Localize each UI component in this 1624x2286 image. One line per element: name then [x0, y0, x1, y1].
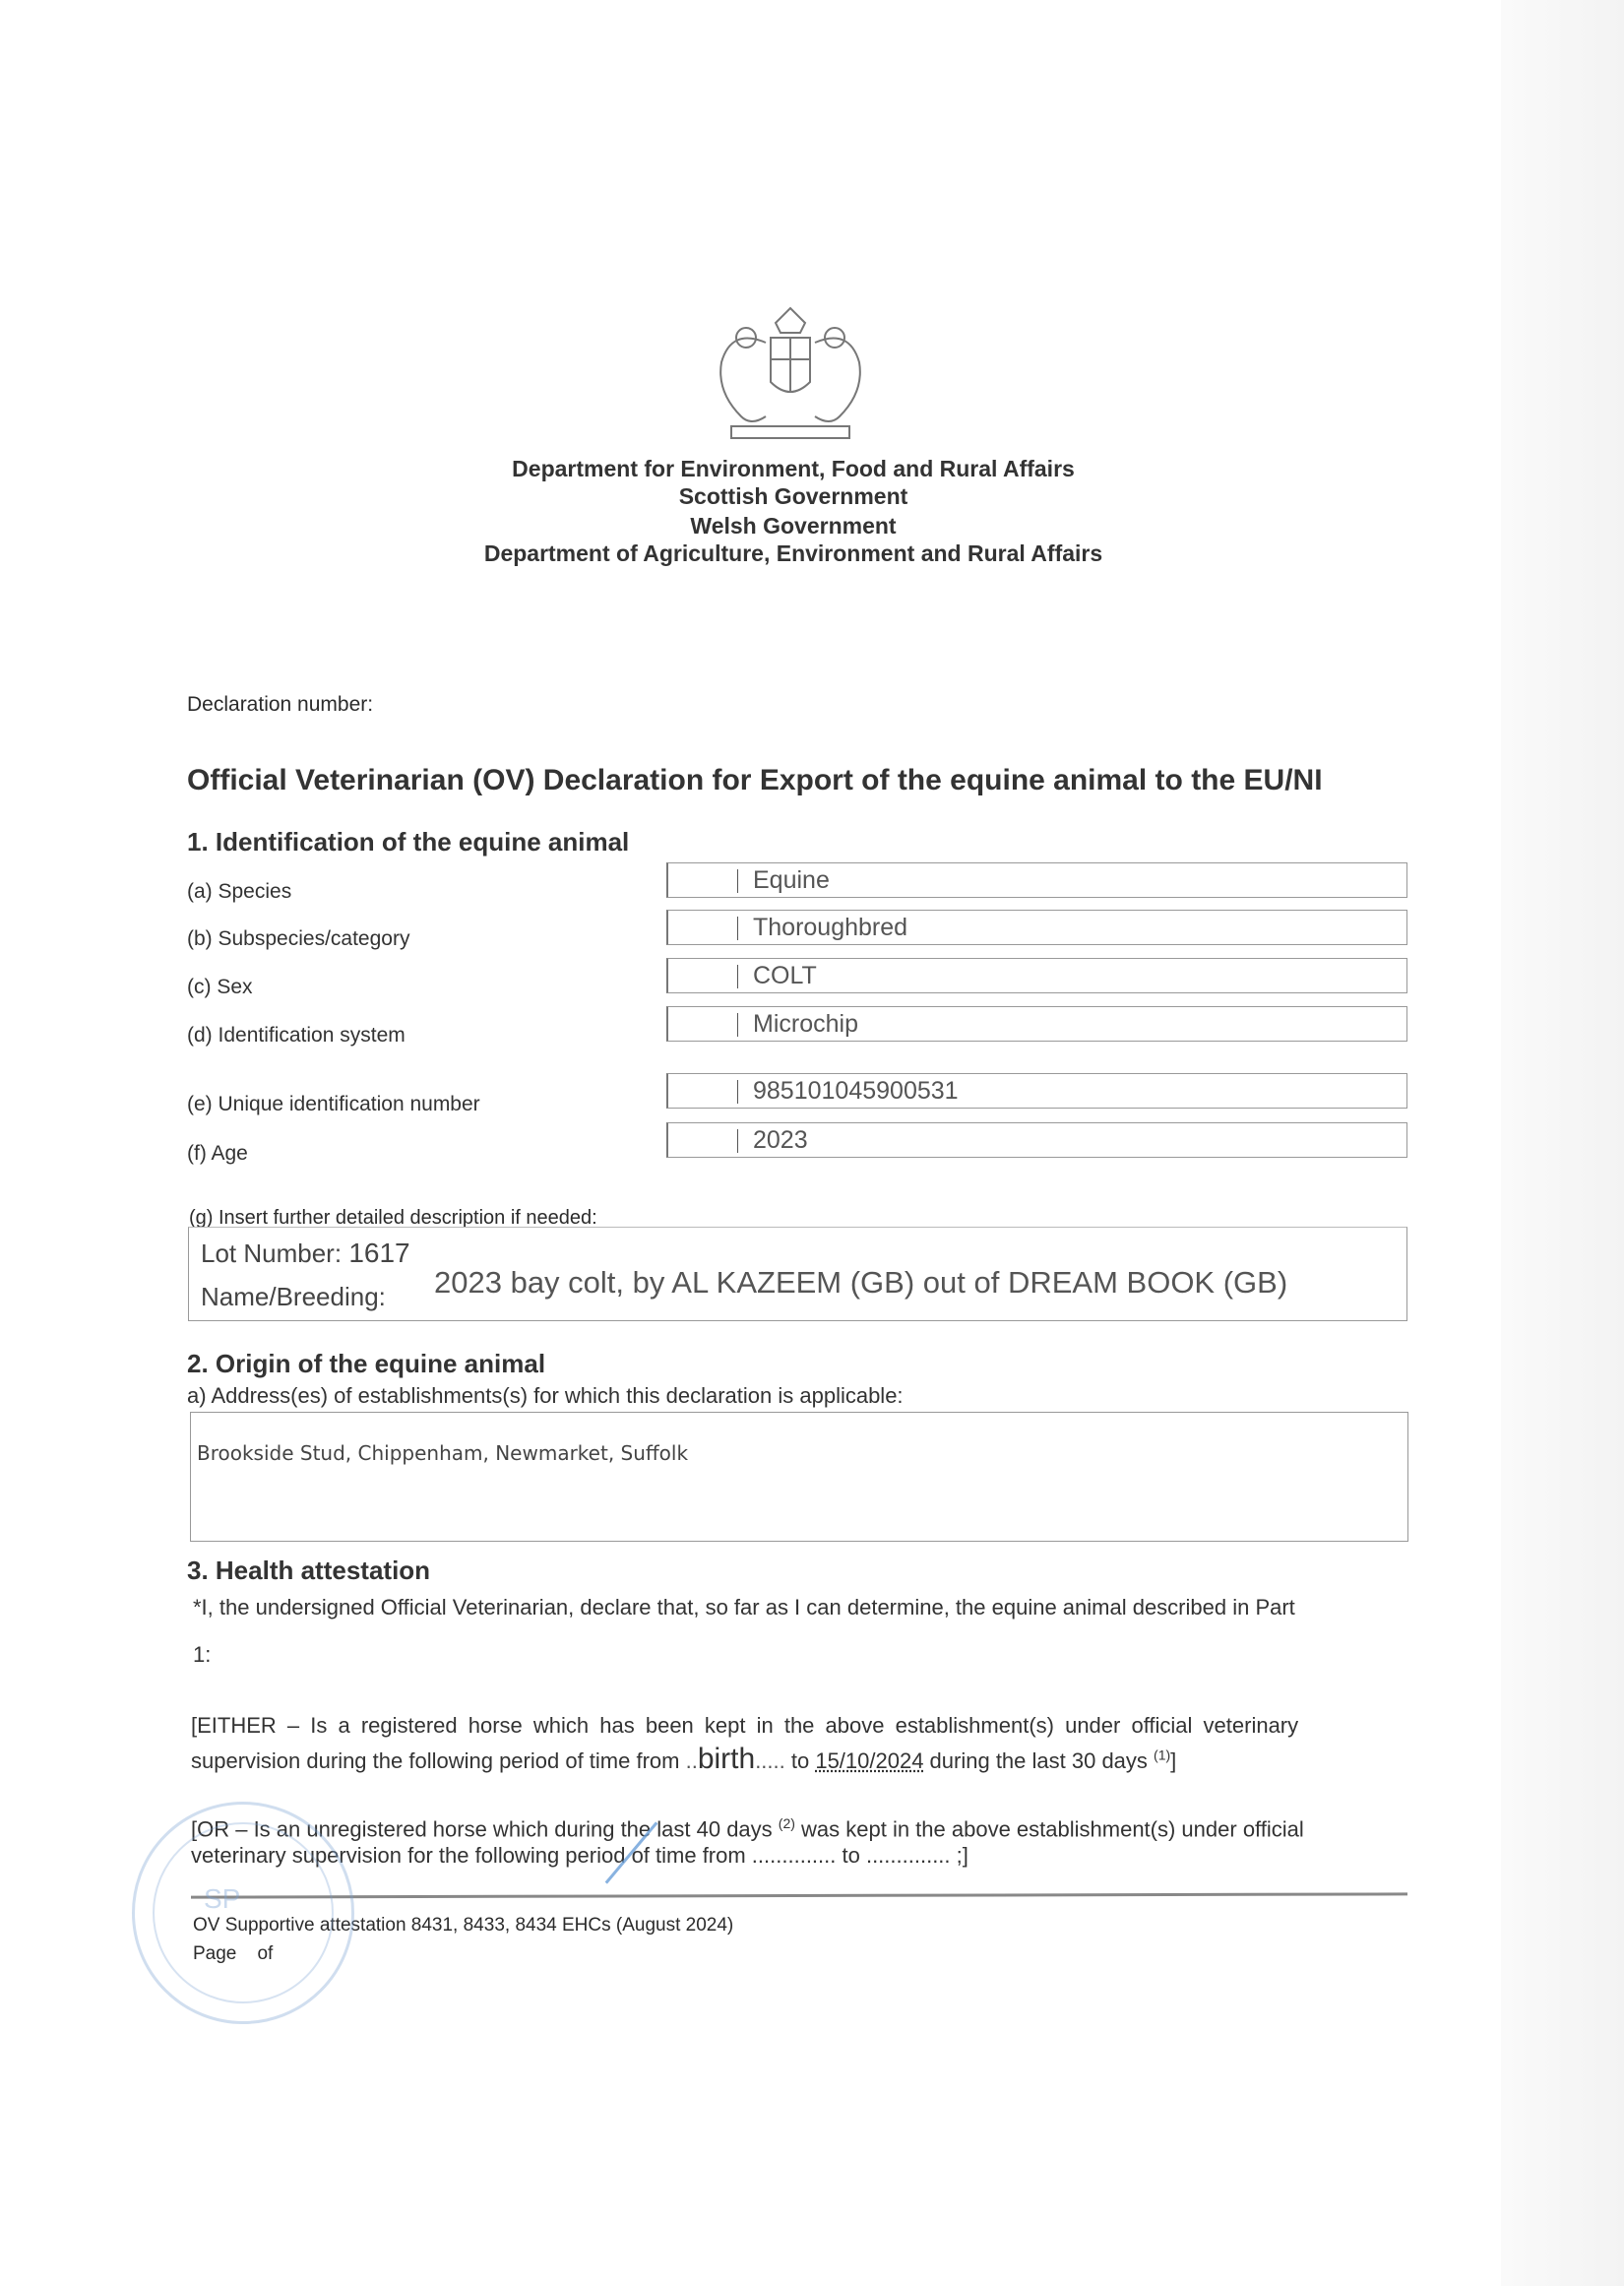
age-label: (f) Age — [187, 1142, 248, 1165]
declaration-number-label: Declaration number: — [187, 693, 374, 716]
document-title: Official Veterinarian (OV) Declaration for Export of the equine animal to the EU/NI — [187, 764, 1323, 796]
id-system-label: (d) Identification system — [187, 1024, 406, 1047]
uid-label: (e) Unique identification number — [187, 1093, 480, 1115]
uid-value: 985101045900531 — [753, 1077, 959, 1105]
to-handwritten: 15/10/2024 — [815, 1748, 924, 1773]
further-description-label: (g) Insert further detailed description if needed: — [189, 1207, 597, 1229]
header-line-4: Department of Agriculture, Environment and Rural Affairs — [483, 540, 1103, 566]
lot-number — [201, 1238, 410, 1269]
or-text: [OR – Is an unregistered horse which during the last 40 days — [191, 1816, 779, 1842]
royal-crest-icon — [707, 303, 875, 446]
sex-field[interactable] — [666, 958, 1407, 993]
address-label: a) Address(es) of establishments(s) for which this declaration is applicable: — [187, 1383, 904, 1408]
species-value: Equine — [753, 866, 830, 894]
footnote-1: (1) — [1154, 1746, 1171, 1763]
or-line-2: veterinary supervision for the following period of time from .............. to .............. ;] — [191, 1843, 968, 1868]
species-field[interactable] — [666, 862, 1407, 898]
lot-value: 1617 — [348, 1238, 410, 1268]
scan-edge — [1501, 0, 1624, 2286]
footer-line-2: Page of — [193, 1943, 274, 1964]
sex-label: (c) Sex — [187, 976, 253, 998]
sex-value: COLT — [753, 962, 817, 989]
header-line-2: Scottish Government — [678, 483, 908, 509]
either-text-2: during the last 30 days — [923, 1748, 1155, 1773]
attestation-intro: *I, the undersigned Official Veterinarian, declare that, so far as I can determine, the equine animal described in Part — [193, 1595, 1295, 1619]
uid-field[interactable] — [666, 1073, 1407, 1109]
header-line-1: Department for Environment, Food and Rural Affairs — [512, 456, 1075, 481]
subspecies-label: (b) Subspecies/category — [187, 927, 410, 950]
official-stamp: SP — [132, 1802, 354, 2024]
header-line-3: Welsh Government — [690, 513, 897, 539]
section2-heading: 2. Origin of the equine animal — [187, 1349, 546, 1378]
id-system-value: Microchip — [753, 1010, 858, 1038]
name-breeding-label: Name/Breeding: — [201, 1282, 386, 1311]
either-line-2: supervision during the following period of time from ..birth..... to 15/10/2024 during the last 30 days $^{(1)}$] — [191, 1743, 1177, 1775]
id-system-field[interactable] — [666, 1006, 1407, 1042]
age-field[interactable] — [666, 1122, 1407, 1158]
either-text: supervision during the following period of time from — [191, 1748, 686, 1773]
either-line-1: [EITHER – Is a registered horse which has been kept in the above establishment(s) under official veterinary — [191, 1713, 1299, 1738]
either-end: ] — [1170, 1748, 1177, 1773]
section3-heading: 3. Health attestation — [187, 1556, 431, 1585]
from-handwritten: birth — [697, 1743, 756, 1775]
address-box[interactable] — [190, 1412, 1408, 1542]
either-to-text: to — [784, 1748, 816, 1773]
section1-heading: 1. Identification of the equine animal — [187, 827, 630, 857]
subspecies-value: Thoroughbred — [753, 914, 908, 941]
footer-line-1: OV Supportive attestation 8431, 8433, 8434 EHCs (August 2024) — [193, 1915, 734, 1936]
footnote-2: (2) — [778, 1815, 795, 1831]
name-breeding-value: 2023 bay colt, by AL KAZEEM (GB) out of DREAM BOOK (GB) — [434, 1265, 1288, 1300]
attestation-intro-2: 1: — [193, 1642, 212, 1667]
footer-divider — [191, 1892, 1407, 1898]
species-label: (a) Species — [187, 880, 292, 903]
age-value: 2023 — [753, 1126, 808, 1154]
subspecies-field[interactable] — [666, 910, 1407, 945]
or-text-2: was kept in the above establishment(s) under official — [794, 1816, 1304, 1842]
lot-label: Lot Number: — [201, 1238, 343, 1268]
or-line-1 — [191, 1815, 1304, 1842]
address-value: Brookside Stud, Chippenham, Newmarket, Suffolk — [197, 1441, 689, 1465]
